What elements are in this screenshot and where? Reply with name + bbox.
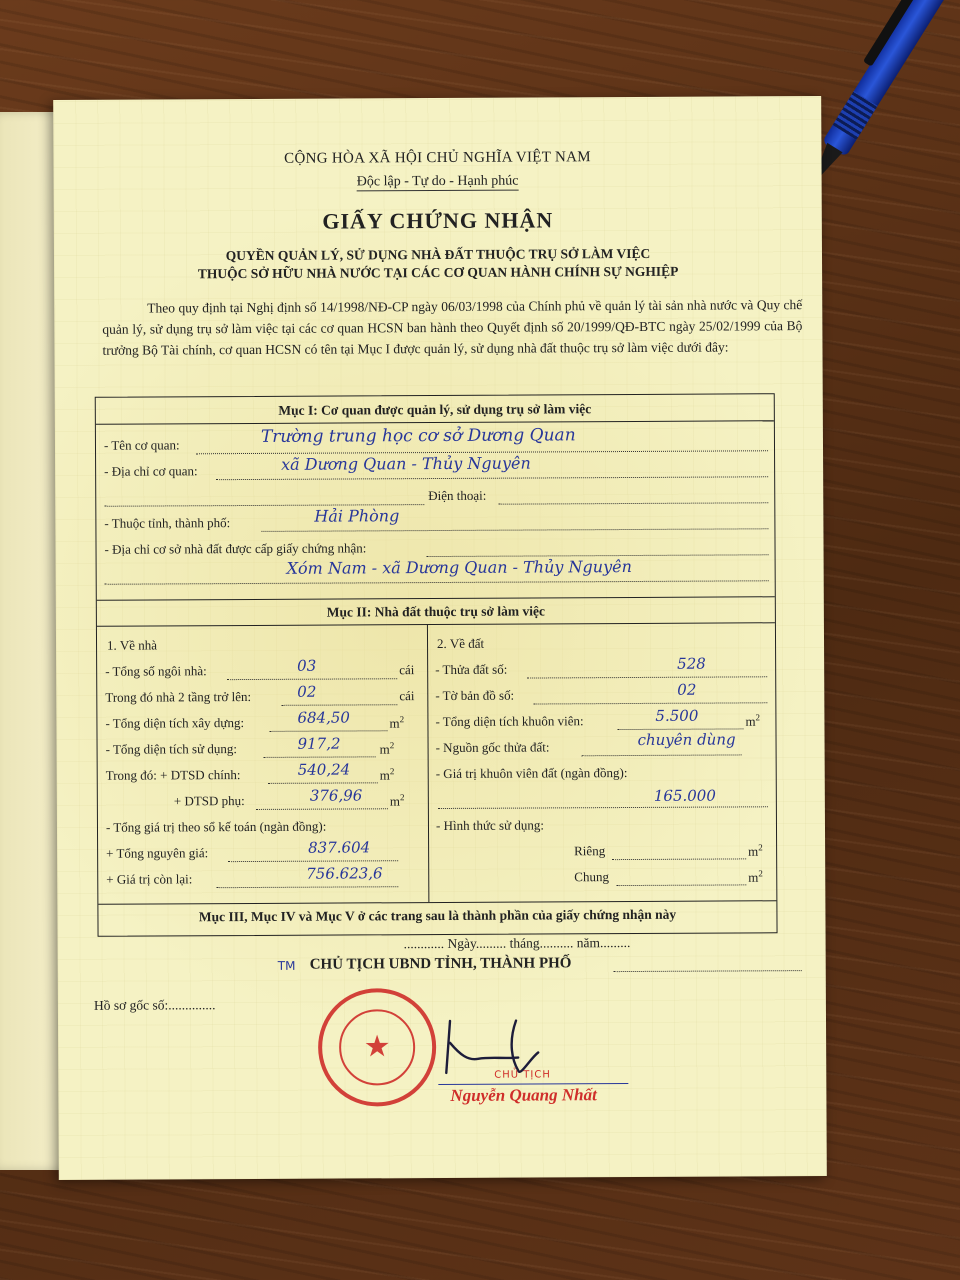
original-cost-value: 837.604: [308, 838, 371, 857]
shared-use-label: Chung: [574, 869, 609, 885]
address-label: - Địa chỉ cơ quan:: [104, 463, 198, 479]
buildings-unit: cái: [399, 662, 415, 678]
land-origin-value: chuyên dùng: [637, 730, 736, 749]
site-address-value: Xóm Nam - xã Dương Quan - Thủy Nguyên: [286, 556, 632, 578]
document-title: GIẤY CHỨNG NHẬN: [322, 207, 554, 234]
intro-paragraph: Theo quy định tại Nghị định số 14/1998/NĐ-CP ngày 06/03/1998 của Chính phủ về quản lý tài sản nhà nước và Quy chế quản lý, sử dụng trụ sở làm việc tại các cơ quan HCSN ban hành theo Quyết định số 20/1999/QĐ-BTC ngày 25/02/1999 của Bộ trưởng Bộ Tài chính, cơ quan HCSN có tên tại Mục I được quản lý, sử dụng nhà đất thuộc trụ sở làm việc dưới đây:: [102, 297, 803, 358]
aux-area-label: + DTSD phụ:: [173, 793, 245, 809]
book-value-label: - Tổng giá trị theo sổ kế toán (ngàn đồng):: [105, 818, 327, 835]
usage-form-label: - Hình thức sử dụng:: [435, 817, 545, 834]
motto: Độc lập - Tự do - Hạnh phúc: [356, 173, 519, 190]
chairman-name: Nguyễn Quang Nhất: [450, 1085, 597, 1105]
built-area-unit: $m^2$: [389, 714, 405, 731]
used-area-unit: $m^2$: [379, 740, 395, 757]
two-storey-value: 02: [297, 682, 317, 701]
chairman-label: CHỦ TỊCH: [494, 1069, 551, 1081]
aux-area-unit: $m^2$: [389, 792, 405, 809]
section-3-note: Mục III, Mục IV và Mục V ở các trang sau là thành phần của giấy chứng nhận này: [198, 906, 677, 925]
province-label: - Thuộc tỉnh, thành phố:: [104, 515, 231, 531]
date-line: ............ Ngày......... tháng.......... năm.........: [403, 935, 631, 952]
document-subtitle-1: QUYỀN QUẢN LÝ, SỬ DỤNG NHÀ ĐẤT THUỘC TRỤ SỞ LÀM VIỆC: [225, 245, 651, 264]
main-area-value: 540,24: [297, 760, 351, 779]
two-storey-label: Trong đó nhà 2 tầng trở lên:: [105, 688, 252, 705]
house-heading: 1. Về nhà: [106, 637, 158, 653]
phone-label: Điện thoại:: [428, 487, 487, 504]
campus-area-label: - Tổng diện tích khuôn viên:: [435, 713, 584, 730]
private-use-label: Riêng: [574, 843, 606, 859]
land-origin-label: - Nguồn gốc thửa đất:: [435, 739, 550, 756]
province-value: Hải Phòng: [314, 506, 400, 526]
address-value: xã Dương Quan - Thủy Nguyên: [281, 453, 531, 474]
site-address-label: - Địa chỉ cơ sở nhà đất được cấp giấy chứng nhận:: [104, 540, 367, 557]
buildings-label: - Tổng số ngôi nhà:: [105, 663, 207, 679]
original-cost-label: + Tổng nguyên giá:: [106, 845, 209, 861]
used-area-label: - Tổng diện tích sử dụng:: [105, 741, 238, 757]
tm-abbreviation: TM: [277, 958, 296, 973]
agency-value: Trường trung học cơ sở Dương Quan: [260, 425, 576, 447]
section-1-title: Mục I: Cơ quan được quản lý, sử dụng trụ sở làm việc: [278, 401, 592, 418]
document-subtitle-2: THUỘC SỞ HỮU NHÀ NƯỚC TẠI CÁC CƠ QUAN HÀNH CHÍNH SỰ NGHIỆP: [197, 263, 679, 282]
star-icon: ★: [363, 1030, 391, 1064]
main-area-unit: $m^2$: [379, 766, 395, 783]
campus-value: 165.000: [653, 786, 716, 805]
remaining-value-label: + Giá trị còn lại:: [106, 871, 193, 887]
plot-number-label: - Thửa đất số:: [435, 661, 508, 678]
private-use-unit: $m^2$: [748, 842, 763, 859]
nation-heading: CỘNG HÒA XÃ HỘI CHỦ NGHĨA VIỆT NAM: [284, 149, 591, 167]
map-sheet-value: 02: [677, 680, 697, 699]
built-area-value: 684,50: [297, 708, 350, 727]
land-heading: 2. Về đất: [436, 635, 485, 652]
remaining-value: 756.623,6: [306, 864, 383, 883]
agency-label: - Tên cơ quan:: [103, 437, 180, 453]
record-number-label: Hồ sơ gốc số:..............: [93, 997, 216, 1013]
map-sheet-label: - Tờ bản đồ số:: [435, 687, 515, 704]
campus-value-label: - Giá trị khuôn viên đất (ngàn đồng):: [435, 765, 628, 782]
certificate-table: [95, 393, 778, 937]
buildings-value: 03: [297, 656, 317, 675]
campus-area-unit: $m^2$: [745, 712, 761, 729]
built-area-label: - Tổng diện tích xây dựng:: [105, 715, 245, 731]
official-stamp: [318, 988, 437, 1107]
shared-use-unit: $m^2$: [748, 868, 763, 885]
aux-area-value: 376,96: [309, 786, 363, 805]
section-2-title: Mục II: Nhà đất thuộc trụ sở làm việc: [326, 603, 546, 620]
two-storey-unit: cái: [399, 688, 415, 704]
signer-title: CHỦ TỊCH UBND TỈNH, THÀNH PHỐ: [309, 955, 572, 973]
campus-area-value: 5.500: [655, 706, 699, 725]
main-area-label: Trong đó: + DTSD chính:: [105, 767, 241, 783]
certificate-page: [53, 96, 827, 1180]
used-area-value: 917,2: [297, 734, 341, 753]
plot-number-value: 528: [677, 654, 706, 673]
